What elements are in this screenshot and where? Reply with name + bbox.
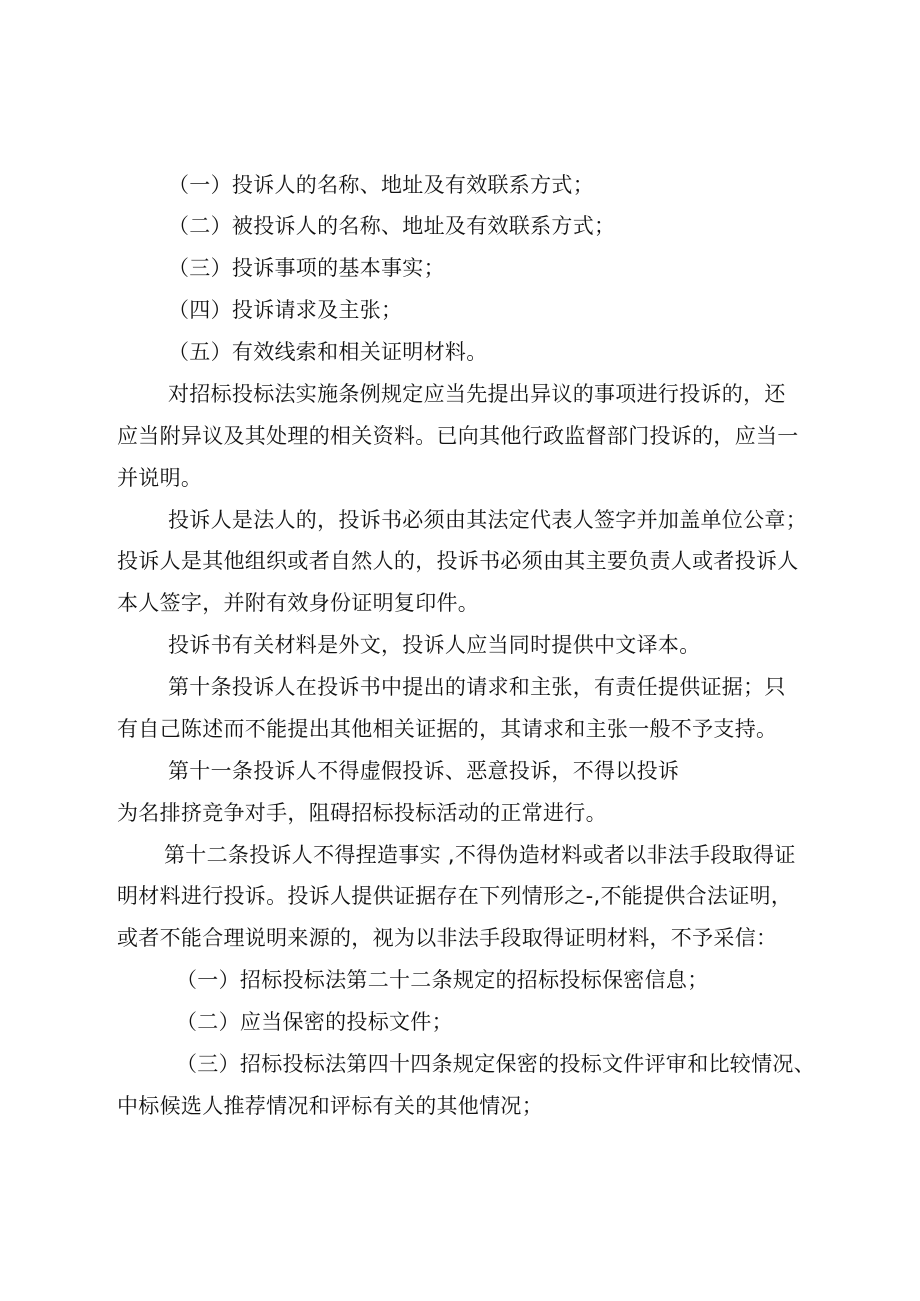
text-line-18: 明材料进行投诉。投诉人提供证据存在下列情形之-,不能提供合法证明， (117, 884, 793, 908)
text-line-21: （二）应当保密的投标文件； (176, 1010, 453, 1034)
text-line-3: （三）投诉事项的基本事实； (168, 256, 445, 280)
text-line-15: 第十一条投诉人不得虚假投诉、恶意投诉，不得以投诉 (168, 759, 680, 783)
text-line-22: （三）招标投标法第四十四条规定保密的投标文件评审和比较情况、 (176, 1052, 815, 1076)
text-line-7: 应当附异议及其处理的相关资料。已向其他行政监督部门投诉的，应当一 (117, 424, 799, 448)
text-line-9: 投诉人是法人的，投诉书必须由其法定代表人签字并加盖单位公章； (168, 508, 807, 532)
text-line-6: 对招标投标法实施条例规定应当先提出异议的事项进行投诉的，还 (168, 382, 786, 406)
text-line-13: 第十条投诉人在投诉书中提出的请求和主张，有责任提供证据；只 (168, 675, 786, 699)
text-line-23: 中标候选人推荐情况和评标有关的其他情况； (117, 1094, 543, 1118)
text-line-1: （一）投诉人的名称、地址及有效联系方式； (168, 173, 594, 197)
text-line-12: 投诉书有关材料是外文，投诉人应当同时提供中文译本。 (168, 633, 701, 657)
text-line-11: 本人签字，并附有效身份证明复印件。 (117, 591, 480, 615)
text-line-10: 投诉人是其他组织或者自然人的，投诉书必须由其主要负责人或者投诉人 (117, 549, 799, 573)
text-line-8: 并说明。 (117, 466, 203, 490)
text-line-5: （五）有效线索和相关证明材料。 (168, 340, 488, 364)
text-line-19: 或者不能合理说明来源的，视为以非法手段取得证明材料，不予采信： (117, 926, 778, 950)
text-line-17: 第十二条投诉人不得捏造事实 ,不得伪造材料或者以非法手段取得证 (164, 843, 796, 867)
text-line-14: 有自己陈述而不能提出其他相关证据的，其请求和主张一般不予支持。 (117, 717, 778, 741)
text-line-4: （四）投诉请求及主张； (168, 298, 403, 322)
text-line-20: （一）招标投标法第二十二条规定的招标投标保密信息； (176, 968, 709, 992)
text-line-2: （二）被投诉人的名称、地址及有效联系方式； (168, 214, 616, 238)
text-line-16: 为名排挤竞争对手，阻碍招标投标活动的正常进行。 (117, 801, 607, 825)
